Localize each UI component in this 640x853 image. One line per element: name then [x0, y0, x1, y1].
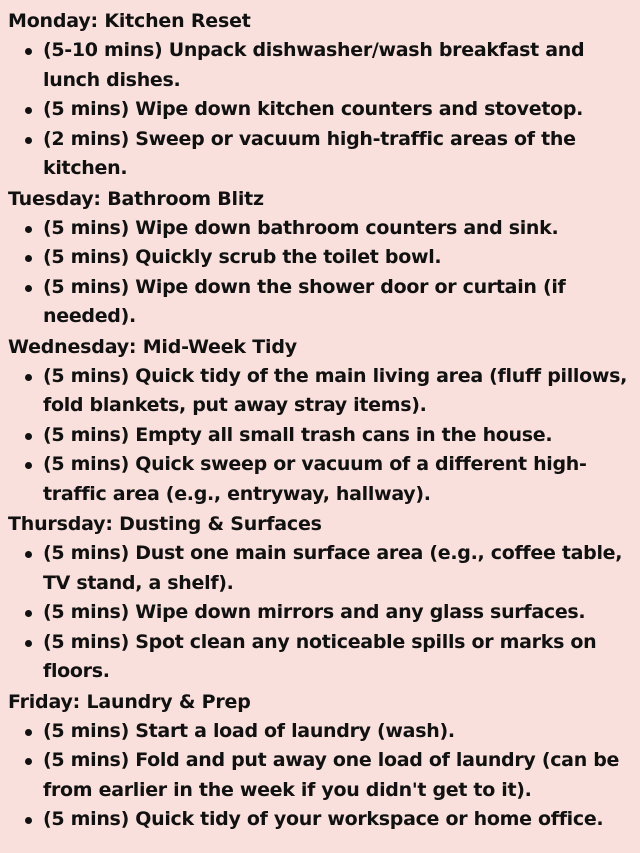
bullet-icon: [25, 817, 32, 824]
day-tuesday: [8, 184, 632, 332]
bullet-icon: [25, 551, 32, 558]
task-text: (5 mins) Dust one main surface area (e.g., coffee table, TV stand, a shelf).: [43, 542, 623, 594]
bullet-icon: [25, 285, 32, 292]
day-friday: [8, 687, 632, 835]
bullet-icon: [25, 226, 32, 233]
task-text: (5 mins) Quickly scrub the toilet bowl.: [43, 246, 442, 268]
day-title: Thursday: Dusting & Surfaces: [8, 513, 322, 535]
day-thursday: [8, 509, 632, 687]
list-item: [8, 214, 632, 244]
task-text: (5 mins) Quick tidy of the main living area (fluff pillows, fold blankets, put away stray items).: [43, 364, 628, 416]
list-item: [8, 746, 632, 805]
list-item: [8, 125, 632, 184]
bullet-icon: [25, 462, 32, 469]
bullet-icon: [25, 107, 32, 114]
task-text: (5 mins) Quick sweep or vacuum of a different high-traffic area (e.g., entryway, hallway).: [43, 453, 587, 505]
task-text: (5 mins) Wipe down the shower door or curtain (if needed).: [43, 275, 566, 327]
list-item: [8, 717, 632, 747]
list-item: [8, 450, 632, 509]
task-text: (5 mins) Spot clean any noticeable spills or marks on floors.: [43, 630, 597, 682]
list-item: [8, 598, 632, 628]
day-title: Friday: Laundry & Prep: [8, 690, 251, 713]
list-item: [8, 805, 632, 835]
task-list: [8, 717, 632, 835]
task-text: (5 mins) Wipe down bathroom counters and sink.: [43, 216, 559, 239]
list-item: [8, 95, 632, 125]
task-text: (5 mins) Wipe down kitchen counters and stovetop.: [43, 98, 584, 120]
task-text: (5 mins) Quick tidy of your workspace or home office.: [43, 808, 604, 830]
bullet-icon: [25, 374, 32, 381]
task-text: (5 mins) Start a load of laundry (wash).: [43, 719, 455, 742]
day-monday: [8, 6, 632, 184]
list-item: [8, 362, 632, 421]
task-list: [8, 539, 632, 687]
day-title: Tuesday: Bathroom Blitz: [8, 187, 264, 210]
bullet-icon: [25, 729, 32, 736]
day-wednesday: [8, 332, 632, 510]
bullet-icon: [25, 640, 32, 647]
task-text: (5 mins) Empty all small trash cans in the house.: [43, 423, 553, 446]
task-list: [8, 362, 632, 510]
task-text: (5 mins) Wipe down mirrors and any glass surfaces.: [43, 601, 586, 623]
bullet-icon: [25, 758, 32, 765]
task-text: (5-10 mins) Unpack dishwasher/wash breakfast and lunch dishes.: [43, 39, 585, 91]
task-list: [8, 214, 632, 332]
list-item: [8, 273, 632, 332]
list-item: [8, 628, 632, 687]
task-text: (2 mins) Sweep or vacuum high-traffic areas of the kitchen.: [43, 127, 576, 179]
bullet-icon: [25, 137, 32, 144]
list-item: [8, 421, 632, 451]
task-text: (5 mins) Fold and put away one load of laundry (can be from earlier in the week if you didn't get to it).: [43, 749, 620, 801]
bullet-icon: [25, 433, 32, 440]
bullet-icon: [25, 610, 32, 617]
bullet-icon: [25, 48, 32, 55]
bullet-icon: [25, 255, 32, 262]
day-title: Wednesday: Mid-Week Tidy: [8, 335, 297, 358]
day-title: Monday: Kitchen Reset: [8, 10, 251, 32]
task-list: [8, 36, 632, 184]
list-item: [8, 539, 632, 598]
list-item: [8, 243, 632, 273]
list-item: [8, 36, 632, 95]
